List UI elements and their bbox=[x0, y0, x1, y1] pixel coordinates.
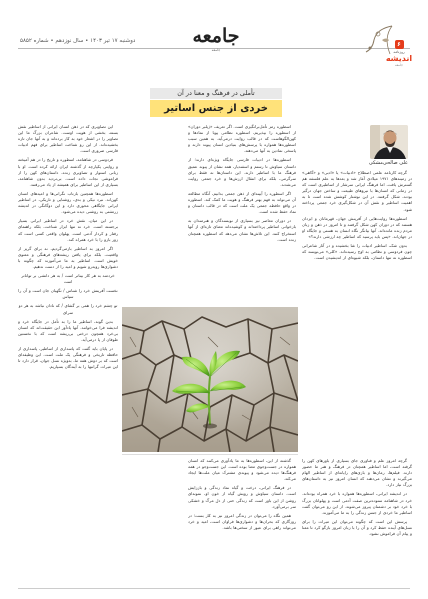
paragraph: اسطوره‌ها روایت‌هایی از آفرینش جهان، قهرمانان و ایزدان هستند که در دوران کهن شکل گرفتند و تا امروز در ذهن و زبان مردم زنده مانده‌اند. آنها بیانگر نگاه انسان به هستی و جایگاه او در جهان‌اند. «پس باید پرسید که اساطیر چه ارزشی دارند؟» bbox=[302, 215, 412, 239]
logo-text: جامعه bbox=[192, 25, 240, 47]
issue-date-line: دوشنبه ۱۷ تیر ۱۴۰۳ • سال نوزدهم • شماره ۵۸۵۲ bbox=[20, 38, 136, 44]
paragraph: گرچه امروز علم و فناوری جای بسیاری از باورهای کهن را گرفته است، اما اساطیر همچنان در فرهنگ و هنر ما حضور دارند. فیلم‌ها، رمان‌ها و بازی‌های رایانه‌ای از اساطیر الهام می‌گیرند و نشان می‌دهند که انسان امروز نیز به داستان‌های بزرگ نیاز دارد. bbox=[302, 458, 412, 488]
logo-subtext: جامعه bbox=[211, 48, 221, 52]
paragraph: در این میان، نقش خرد در اساطیر ایرانی بسیار برجسته است. خرد نه تنها ابزار شناخت، بلکه راهنمای رفتار و کردار آدمی است. پهلوان واقعی کسی است که زور بازو را با خرد همراه کند. bbox=[18, 218, 118, 242]
paragraph: بدین گونه، اساطیر ما را به تأمل در جایگاه خرد و اندیشه فرا می‌خوانند. آنها یادآور این حقیقت‌اند که انسان بی‌خرد همچون درختی بی‌ریشه است که با نخستین طوفان از پا درمی‌آید. bbox=[18, 318, 118, 342]
verse-line: تو چشم خرد را همی بر گشای / که نادان نباشد به هر دو سرای bbox=[18, 303, 118, 315]
paragraph: اسطوره‌ها همچنین بازتاب نگرانی‌ها و امیدهای انسان کهن‌اند. نبرد نیکی و بدی، روشنایی و تاریکی، در اساطیر ایرانی جایگاهی محوری دارد و این دوگانگی در اندیشه زرتشتی به روشنی دیده می‌شود. bbox=[18, 190, 118, 215]
text-column-right-top bbox=[302, 170, 412, 298]
photo-rule bbox=[122, 454, 298, 455]
paragraph: گذشته از این، اسطوره‌ها به ما یادآوری می‌کنند که انسان همواره در جست‌وجوی معنا بوده است. این جست‌وجو در همه فرهنگ‌ها دیده می‌شود و پیوندی مشترک میان ملت‌ها ایجاد می‌کند. bbox=[188, 458, 296, 482]
paragraph: پرسش این است که چگونه می‌توان این میراث را برای نسل‌های آینده حفظ کرد و آن را با زبان امروز بازگو کرد تا معنا و پیام آن فراموش نشود. bbox=[302, 518, 412, 537]
section-label-small: روزنامه bbox=[393, 50, 405, 54]
paragraph: در دوران معاصر نیز بسیاری از نویسندگان و هنرمندان به بازخوانی اساطیر پرداخته‌اند و کوشیده‌اند معنای تازه‌ای از آنها استخراج کنند. این تلاش‌ها نشان می‌دهد که اسطوره همچنان زنده است. bbox=[188, 218, 296, 242]
section-badge[interactable] bbox=[384, 40, 414, 66]
author-photo bbox=[370, 125, 408, 159]
verse-line: نخست آفرینش خرد را شناس / نگهبان جان است و آن را سپاس bbox=[18, 288, 118, 300]
paragraph: در فرهنگ ایرانی، درخت و گیاه نماد زندگی و باززایش است. داستان سیاوش و رویش گیاه از خون او، نمونه‌ای روشن از این باور است که زندگی حتی از دل مرگ و خشکی سر برمی‌آورد. bbox=[188, 485, 296, 509]
paragraph: اسطوره رمز تأمل‌برانگیزی است. اگر تعریف «ژیلبر دوران» از اسطوره را بپذیریم، اسطوره نظامی پویا از نمادها و کهن‌الگوهاست که در قالب روایت درمی‌آید. به همین سبب اسطوره‌ها همواره با پرسش‌های بنیادین انسان پیوند دارند و پاسخی نمادین به آنها می‌دهند. bbox=[188, 124, 296, 154]
text-column-middle-top bbox=[188, 124, 296, 300]
author-name: علی صالحی‌مشکی bbox=[368, 160, 408, 166]
paragraph: بدون شک، اساطیر ادبیات را غنا بخشیده و در آثار شاعرانی چون فردوسی و نظامی به اوج رسیده‌اند. «کلی» می‌نویسد که اسطوره نه تنها داستان، بلکه شیوه‌ای از اندیشیدن است. bbox=[302, 243, 412, 261]
section-name: اندیشه bbox=[385, 54, 413, 63]
section-page-icon: ۶ bbox=[395, 40, 404, 49]
article-title-band bbox=[150, 100, 282, 117]
text-column-left bbox=[18, 124, 118, 584]
page-header bbox=[0, 0, 428, 70]
paragraph: در پایان باید گفت که پاسداری از اساطیر، پاسداری از حافظه تاریخی و فرهنگی یک ملت است. این وظیفه‌ای است که بر دوش همه ما، به‌ویژه نسل جوان، قرار دارد تا این میراث گرانبها را به آیندگان بسپاریم. bbox=[18, 346, 118, 370]
paragraph: اسطوره‌ها در ادبیات فارسی جایگاه ویژه‌ای دارند؛ از داستان سیاوش تا رستم و اسفندیار، همه نشان از پیوند عمیق فرهنگ ما با اساطیر دارند. این داستان‌ها نه فقط برای سرگرمی، بلکه برای انتقال ارزش‌ها و خرد جمعی روایت می‌شدند. bbox=[188, 157, 296, 187]
seedling-cracked-earth-image bbox=[122, 307, 298, 452]
verse-line: خردمند به هر کار بیناتر است / به هر دانشی بر تواناتر است bbox=[21, 273, 115, 285]
publication-logo[interactable] bbox=[192, 22, 240, 54]
paragraph: این تصاویری که در ذهن انسان ایرانی از اساطیر نقش بسته، بخشی از هویت اوست. شاعران بزرگ ما این تصاویر را در اشعار خود به کار برده‌اند و به آنها جان تازه بخشیده‌اند. از این رو شناخت اساطیر برای فهم ادبیات فارسی ضروری است. bbox=[18, 124, 118, 154]
article-photo-seedling bbox=[122, 307, 298, 452]
paragraph: اگر امروز به اساطیر بازمی‌گردیم، نه برای گریز از واقعیت، بلکه برای یافتن ریشه‌های فرهنگی و معنوی خویش است. اساطیر به ما می‌آموزند که چگونه با دشواری‌ها روبه‌رو شویم و امید را از دست ندهیم. bbox=[18, 245, 118, 269]
paragraph: همین نگاه را می‌توان در زندگی امروز نیز به کار بست؛ در روزگاری که بحران‌ها و دشواری‌ها فراوان است، امید و خرد می‌تواند راهی برای عبور از سختی‌ها باشد. bbox=[188, 512, 296, 530]
paragraph: اگر اسطوره را آیینه‌ای از ذهن جمعی بدانیم، آنگاه مطالعه آن می‌تواند به فهم بهتر فرهنگ و هویت ما کمک کند. اسطوره در واقع حافظه جمعی یک ملت است که در قالب داستان و نماد حفظ شده است. bbox=[188, 190, 296, 215]
footer-rule bbox=[18, 588, 410, 589]
paragraph: در اندیشه ایرانی، اسطوره‌ها همواره با خرد همراه بوده‌اند. خرد در شاهنامه ستوده‌ترین صفت آدمی است و پهلوانان بزرگ با خرد خود بر دشمنان پیروز می‌شوند. از این رو می‌توان گفت اساطیر ما خردی از جنس زندگی را به ما می‌آموزند. bbox=[302, 491, 412, 515]
article-kicker: تأملی در فرهنگ و معنا در آن bbox=[150, 88, 282, 99]
text-column-right-bottom bbox=[302, 458, 412, 586]
author-portrait-icon bbox=[370, 125, 408, 159]
text-column-middle-bottom bbox=[188, 458, 296, 586]
section-code: جامعه bbox=[395, 63, 403, 67]
paragraph: گرچه کارنامه علمی اصطلاح «ادبیات» یا «ادبی» و «گاهی» در زمینه‌های ۱۹۷۱ میلادی آغاز شد و بعدها به علم فلسفه هم گسترش یافت، اما فرهنگ ایرانی سرشار از اساطیری است که در زمانی که انسان‌ها با نیروهای طبیعت و ساختن جهان درگیر بودند، شکل گرفتند. در این نوشتار کوشش شده است تا به اهمیت اساطیر و نقش آن در شکل‌گیری خرد جمعی پرداخته شود. bbox=[302, 170, 412, 212]
article-title: خردی از جنس اساتیر bbox=[164, 103, 268, 114]
paragraph: فردوسی در شاهنامه، اسطوره و تاریخ را در هم آمیخته و روایتی یکپارچه از گذشته ایران ارائه کرده است. او با زبانی استوار و تصاویری زنده، داستان‌های کهن را از فراموشی نجات داده است. بی‌تردید بدون شاهنامه، بسیاری از این اساطیر برای همیشه از یاد می‌رفتند. bbox=[18, 157, 118, 187]
